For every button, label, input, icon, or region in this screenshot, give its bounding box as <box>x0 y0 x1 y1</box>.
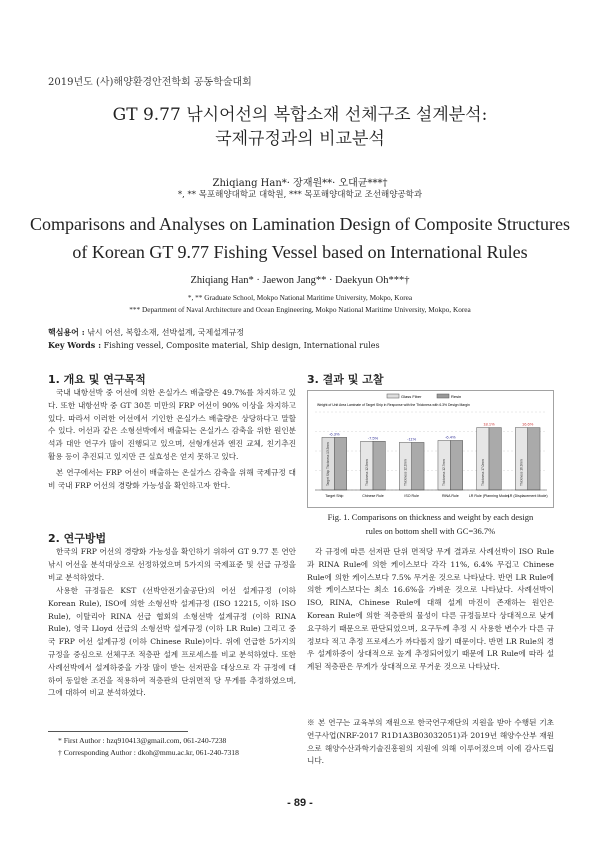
chart-title: Weight of Unit Area Laminate of Target Ship in Response with the Thickness with 6.3% Design Margin <box>317 403 470 407</box>
legend-swatch-resin <box>437 394 449 398</box>
bar-resin <box>489 428 501 490</box>
authors-ko: Zhiqiang Han*· 장재원**· 오대균***† <box>212 178 388 189</box>
affiliation-ko: *, ** 목포해양대학교 대학원, *** 목포해양대학교 조선해양공학과 <box>177 190 423 200</box>
category-label: LR (Displacement Mode) <box>507 494 548 498</box>
footnote-first-author: * First Author : hzq910413@gmail.com, 061-240-7238 <box>58 736 227 745</box>
category-label: Target Ship <box>325 494 344 498</box>
bar-chart <box>307 390 554 508</box>
sec1-heading: 1. 개요 및 연구목적 <box>48 373 146 386</box>
keywords-en-text: Fishing vessel, Composite material, Ship design, International rules <box>103 341 380 350</box>
conference-header: 2019년도 (사)해양환경안전학회 공동학술대회 <box>48 77 252 88</box>
sec2-para2: 사용한 규정들은 KST (선박안전기술공단)의 어선 설계규정 (이하 Korean Rule), ISO에 의한 소형선박 설계규정 (ISO 12215, 이하 ISO Rule), 이탈리아 RINA 선급 협회의 소형선박 설계규정 (이하 RINA Rule), 영국 Lloyd 선급의 소형선박 설계규정 (이하 LR Rule) 그리고 중국 FRP 어선 설계규정 (이하 Chinese Rule)이다. 위에 언급한 5가지의 규정을 중심으로 선체구조 적층판 설계 프로세스를 비교 분석하였다. 또한 사례선박에서 설계하중을 가장 많이 받는 선저판을 대상으로 각 규정에 대하여 동일한 조건을 적용하여 적층판의 단위면적 당 무게를 추정하였으며, 그에 대하여 비교 분석하였다. <box>48 586 296 698</box>
bar-resin <box>528 428 540 490</box>
keywords-ko <box>48 327 244 338</box>
title-ko-line1: GT 9.77 낚시어선의 복합소재 선체구조 설계분석: <box>112 105 488 125</box>
figure-caption-1: Fig. 1. Comparisons on thickness and weight by each design <box>327 512 534 522</box>
legend-label-glass: Glass Fiber <box>401 394 422 399</box>
bar-resin <box>334 437 346 490</box>
bar-inner-label: Thickness 16.3mm <box>519 459 524 486</box>
title-en-line2: of Korean GT 9.77 Fishing Vessel based on International Rules <box>72 242 528 262</box>
authors-en: Zhiqiang Han* · Jaewon Jang** · Daekyun Oh***† <box>190 275 410 286</box>
title-ko-line2: 국제규정과의 비교분석 <box>215 129 385 149</box>
affiliation-en-1: *, ** Graduate School, Mokpo National Maritime University, Mokpo, Korea <box>187 293 413 302</box>
sec3-heading: 3. 결과 및 고찰 <box>307 373 384 386</box>
footnote-corresponding-author: † Corresponding Author : dkoh@mmu.ac.kr, 061-240-7318 <box>58 748 239 757</box>
category-label: ISO Rule <box>404 494 419 498</box>
sec3-para1: 각 규정에 따른 선저판 단위 면적당 무게 결과로 사례선박이 ISO Rule과 RINA Rule에 의한 케이스보다 각각 11%, 6.4% 무겁고 Chinese Rule에 의한 케이스보다 7.5% 무거운 것으로 나타났다. 반면 LR Rule에 의한 케이스보다는 최소 16.6%을 가벼운 것으로 나타났다. 사례선박이 ISO, RINA, Chinese Rule에 대해 설계 마진이 존재하는 원인은 Korean Rule에 의한 적층판의 물성이 다른 규정들보다 상대적으로 낮게 요구하기 때문으로 판단되었으며, 요구두께 추정 시 사용한 변수가 다른 규정보다 적고 추정 프로세스가 까다롭지 않기 때문이다. 반면 LR Rule의 경우 설계하중이 상대적으로 높게 추정되어있기 때문에 LR Rule에 따라 설계된 적층판은 무게가 상대적으로 무거운 것으로 나타났다. <box>307 547 554 672</box>
category-label: RINA Rule <box>441 494 459 498</box>
affiliation-en-2: *** Department of Naval Architecture and Ocean Engineering, Mokpo National Maritime University, Mokpo, Korea <box>129 305 471 314</box>
legend-swatch-glass <box>387 394 399 398</box>
bar-resin <box>450 440 462 490</box>
figure-caption-2: rules on bottom shell with GC=36.7% <box>365 526 496 536</box>
figure-1 <box>307 390 554 508</box>
acknowledgement: ※ 본 연구는 교육부의 재원으로 한국연구재단의 지원을 받아 수행된 기초연구사업(NRF-2017 R1D1A3B03032051)과 2019년 해양수산부 재원으로 해양수산과학기술진흥원의 지원에 의해 이루어졌으며 이에 감사드립니다. <box>307 718 554 766</box>
keywords-en <box>48 340 380 350</box>
bar-inner-label: Thickness 17.0mm <box>480 459 485 486</box>
bar-label: -6.3% <box>329 431 340 437</box>
bar-label: -6.4% <box>445 434 456 440</box>
bar-inner-label: Thickness 12.7mm <box>442 459 447 486</box>
bar-resin <box>373 441 385 490</box>
bar-inner-label: Thickness 12.5mm <box>364 459 369 486</box>
page-number: - 89 - <box>287 797 313 809</box>
keywords-ko-label: 핵심용어 : <box>48 327 85 337</box>
category-label: LR Rule (Planning Mode) <box>468 494 510 498</box>
keywords-ko-text: 낚시 어선, 복합소재, 선박설계, 국제설계규정 <box>87 328 245 337</box>
sec2-para1: 한국의 FRP 어선의 경량화 가능성을 확인하기 위하여 GT 9.77 톤 연안 낚시 어선을 분석대상으로 선정하였으며 5가지의 국제표준 및 선급 규정을 비교 분석하였다. <box>48 547 296 582</box>
keywords-en-label: Key Words : <box>48 340 102 350</box>
bar-inner-label: Thickness 12.2mm <box>403 459 408 486</box>
bar-label: 18.1% <box>483 421 495 427</box>
bar-resin <box>412 442 424 490</box>
sec2-heading: 2. 연구방법 <box>48 532 107 545</box>
bar-inner-label: Target Ship Thickness 13.5mm <box>326 442 331 486</box>
legend-label-resin: Resin <box>451 394 462 399</box>
category-label: Chinese Rule <box>362 494 384 498</box>
bar-label: -11% <box>407 436 417 442</box>
sec1-para1: 국내 내항선박 중 어선에 의한 온실가스 배출량은 49.7%를 차지하고 있다. 또한 내항선박 중 GT 30톤 미만의 FRP 어선이 90% 이상을 차지하고 있다. 따라서 이러한 어선에서 기인한 온실가스 배출량은 상당하다고 말할 수 있다. 어선과 같은 소형선박에서 배출되는 온실가스 감축을 위한 원인분석과 대안 연구가 많이 진행되고 있으며, 선형개선과 엔진 교체, 친기추진 활용 등이 추진되고 있지만 큰 실효성은 얻지 못하고 있다. <box>48 388 296 461</box>
bar-label: -7.5% <box>367 435 379 441</box>
title-en-line1: Comparisons and Analyses on Lamination Design of Composite Structures <box>30 214 570 234</box>
footnote-rule <box>48 731 188 732</box>
bar-label: 16.6% <box>521 421 534 427</box>
sec1-para2: 본 연구에서는 FRP 어선이 배출하는 온실가스 감축을 위해 국제규정 대비 국내 FRP 어선의 경량화 가능성을 확인하고자 한다. <box>48 468 296 490</box>
